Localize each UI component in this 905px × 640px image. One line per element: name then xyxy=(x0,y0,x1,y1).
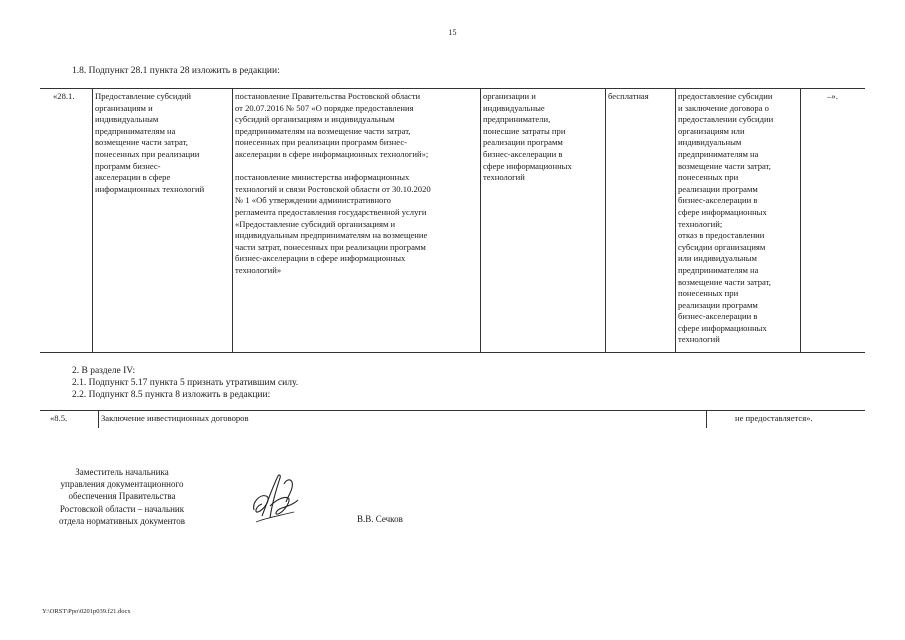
legal-basis-line: понесенных при реализации программ бизнес- xyxy=(235,137,407,148)
result-line: и заключение договора о xyxy=(678,102,769,113)
legal-basis-line: предпринимателям на возмещение части затрат, xyxy=(235,125,411,136)
service-name-line: организациям и xyxy=(95,102,153,113)
result-line: понесенных при xyxy=(678,172,739,183)
result-line: организациям или xyxy=(678,125,745,136)
service-name-line: информационных технологий xyxy=(95,183,205,194)
signer-position xyxy=(42,466,202,527)
result-line: бизнес-акселерации в xyxy=(678,311,758,322)
page-number: 15 xyxy=(448,28,457,37)
legal-basis-line: «Предоставление субсидий организациям и xyxy=(235,218,396,229)
recipient-line: понесшие затраты при xyxy=(483,125,566,136)
paragraph-2-1: 2.1. Подпункт 5.17 пункта 5 признать утратившим силу. xyxy=(72,378,299,388)
row-name: Заключение инвестиционных договоров xyxy=(101,413,249,423)
paragraph-1-8: 1.8. Подпункт 28.1 пункта 28 изложить в редакции: xyxy=(72,66,280,76)
service-name-line: понесенных при реализации xyxy=(95,148,200,159)
end-mark: –». xyxy=(827,91,838,101)
signer-position-line: управления документационного xyxy=(60,479,184,490)
legal-basis-line: индивидуальным предпринимателям на возмещение xyxy=(235,230,428,241)
legal-basis-line: постановление министерства информационных xyxy=(235,172,410,183)
recipient-line: технологий xyxy=(483,172,525,183)
signer-position-line: обеспечения Правительства xyxy=(68,491,176,502)
result-line: реализации программ xyxy=(678,299,758,310)
item-number: «28.1. xyxy=(53,91,75,101)
result-line: индивидуальным xyxy=(678,137,742,148)
service-name-line: Предоставление субсидий xyxy=(95,91,192,101)
recipient-line: реализации программ xyxy=(483,137,563,148)
signer-position-line: Заместитель начальника xyxy=(75,467,169,477)
cell-recipients xyxy=(480,89,605,352)
paragraph-2-2: 2.2. Подпункт 8.5 пункта 8 изложить в редакции: xyxy=(72,390,271,400)
recipient-line: сфере информационных xyxy=(483,160,572,171)
signer-position-line: Ростовской области – начальник xyxy=(59,503,185,514)
service-name-line: индивидуальным xyxy=(95,114,159,125)
paragraph-2: 2. В разделе IV: xyxy=(72,366,136,376)
legal-basis-line: от 20.07.2016 № 507 «О порядке предоставления xyxy=(235,102,414,113)
legal-basis-line: № 1 «Об утверждении административного xyxy=(235,195,391,206)
cell-result xyxy=(675,89,800,352)
legal-basis-line: части затрат, понесенных при реализации программ xyxy=(235,241,426,252)
result-line: возмещение части затрат, xyxy=(678,160,771,171)
cell-legal-basis xyxy=(232,89,480,352)
signer-name: В.В. Сечков xyxy=(357,514,403,524)
service-name-line: акселерации в сфере xyxy=(95,172,171,183)
result-line: сфере информационных xyxy=(678,206,767,217)
cell-end-mark xyxy=(800,89,865,352)
cost-value: бесплатная xyxy=(608,91,649,101)
legal-basis-line: технологий» xyxy=(235,264,282,275)
result-line: отказ в предоставлении xyxy=(678,230,765,241)
column-divider xyxy=(706,411,707,428)
result-line: технологий; xyxy=(678,218,723,229)
row-value: не предоставляется». xyxy=(735,413,813,423)
signer-position-line: отдела нормативных документов xyxy=(59,515,185,526)
result-line: понесенных при xyxy=(678,288,739,299)
result-line: предоставление субсидии xyxy=(678,91,773,101)
result-line: технологий xyxy=(678,334,720,345)
result-line: сфере информационных xyxy=(678,322,767,333)
service-name-line: программ бизнес- xyxy=(95,160,161,171)
legal-basis-line: бизнес-акселерации в сфере информационных xyxy=(235,253,406,264)
recipient-line: индивидуальные xyxy=(483,102,545,113)
legal-basis-line: постановление Правительства Ростовской области xyxy=(235,91,421,101)
cell-service-name xyxy=(92,89,232,352)
recipient-line: предприниматели, xyxy=(483,114,551,125)
legal-basis-line: технологий и связи Ростовской области от 30.10.2020 xyxy=(235,183,431,194)
result-line: предпринимателям на xyxy=(678,264,759,275)
column-divider xyxy=(98,411,99,428)
result-line: или индивидуальным xyxy=(678,253,757,264)
service-name-line: возмещение части затрат, xyxy=(95,137,188,148)
recipient-line: организации и xyxy=(483,91,536,101)
recipient-line: бизнес-акселерации в xyxy=(483,148,563,159)
legal-basis-line: акселерации в сфере информационных технологий»; xyxy=(235,148,429,159)
handwritten-signature xyxy=(248,466,304,528)
result-line: предпринимателям на xyxy=(678,148,759,159)
service-name-line: предпринимателям на xyxy=(95,125,176,136)
table-28-1 xyxy=(40,88,865,353)
result-line: бизнес-акселерации в xyxy=(678,195,758,206)
result-line: возмещение части затрат, xyxy=(678,276,771,287)
table-8-5 xyxy=(40,410,865,427)
legal-basis-line: регламента предоставления государственной услуги xyxy=(235,206,427,217)
item-number: «8.5. xyxy=(50,413,68,423)
result-line: предоставлении субсидии xyxy=(678,114,774,125)
cell-number xyxy=(40,89,92,352)
file-path: Y:\ORST\Ppo\0201p039.f21.docx xyxy=(42,608,131,615)
cell-cost xyxy=(605,89,675,352)
legal-basis-line: субсидий организациям и индивидуальным xyxy=(235,114,395,125)
result-line: субсидии организациям xyxy=(678,241,766,252)
result-line: реализации программ xyxy=(678,183,758,194)
